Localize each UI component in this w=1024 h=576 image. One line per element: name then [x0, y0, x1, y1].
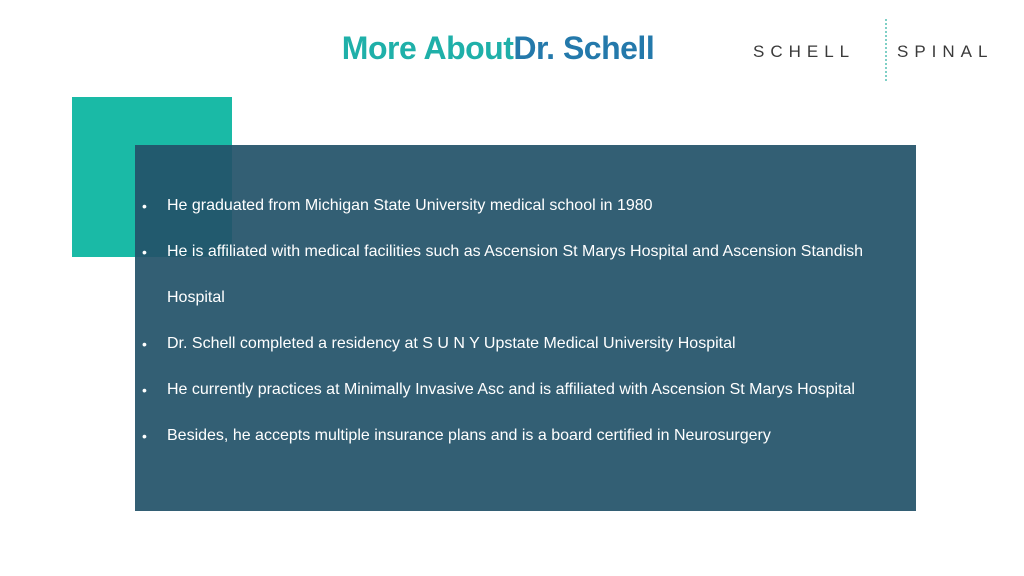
logo-word-spinal: SPINAL — [897, 42, 994, 61]
bullet-icon: • — [142, 198, 147, 214]
bullet-icon: • — [142, 336, 147, 352]
bullet-text: Dr. Schell completed a residency at S U N Y Upstate Medical University Hospital — [167, 335, 736, 352]
bullet-list — [135, 183, 916, 459]
list-item — [135, 229, 916, 321]
bullet-text: He currently practices at Minimally Invasive Asc and is affiliated with Ascension St Marys Hospital — [167, 381, 855, 398]
bullet-icon: • — [142, 244, 147, 260]
title-part-2: Dr. Schell — [513, 30, 655, 66]
bullet-text: He graduated from Michigan State University medical school in 1980 — [167, 197, 653, 214]
list-item — [135, 413, 916, 459]
content-box — [135, 145, 916, 511]
list-item — [135, 321, 916, 367]
bullet-icon: • — [142, 428, 147, 444]
bullet-text: He is affiliated with medical facilities such as Ascension St Marys Hospital and Ascension Standish Hospital — [167, 243, 864, 306]
bullet-text: Besides, he accepts multiple insurance plans and is a board certified in Neurosurgery — [167, 427, 771, 444]
list-item — [135, 183, 916, 229]
bullet-icon: • — [142, 382, 147, 398]
logo-dotted-divider — [885, 18, 887, 82]
list-item — [135, 367, 916, 413]
logo-word-schell: SCHELL — [753, 42, 856, 61]
title-part-1: More About — [341, 30, 514, 66]
page-title — [230, 30, 766, 67]
schell-spinal-logo — [753, 18, 1015, 82]
